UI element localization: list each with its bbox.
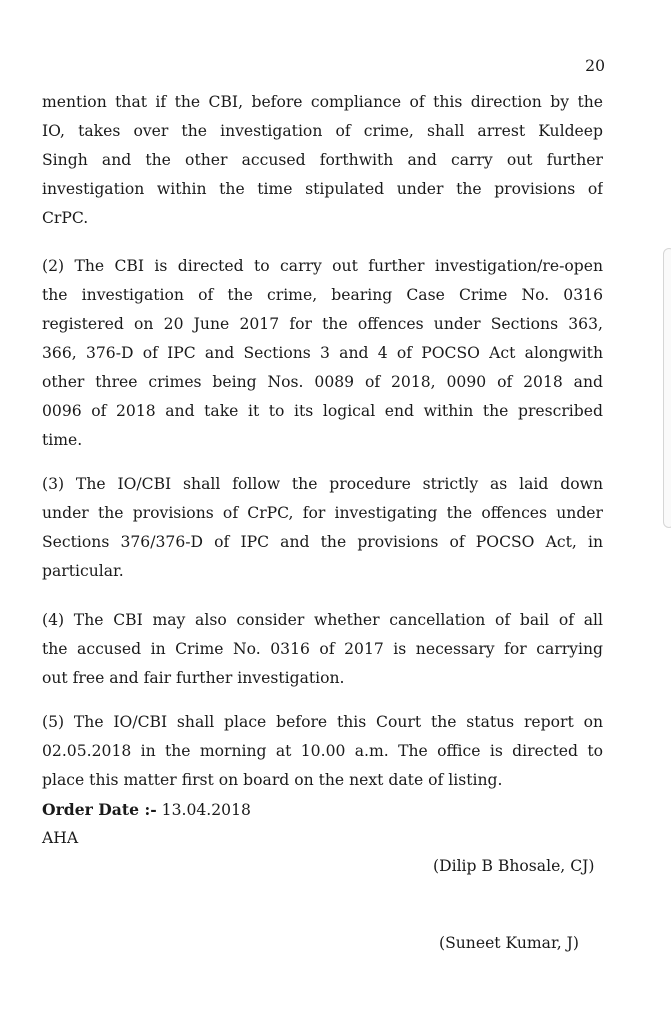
order-date-value: 13.04.2018 (156, 801, 251, 819)
paragraph-5 (42, 708, 603, 795)
text-line: investigation within the time stipulated under the provisions of (42, 180, 603, 198)
text-line: other three crimes being Nos. 0089 of 2018, 0090 of 2018 and (42, 373, 603, 391)
text-line: under the provisions of CrPC, for investigating the offences under (42, 504, 603, 522)
page-number: 20 (585, 57, 605, 75)
text-line: 366, 376-D of IPC and Sections 3 and 4 of POCSO Act alongwith (42, 344, 603, 362)
text-line: time. (42, 431, 83, 449)
signature-chief-justice: (Dilip B Bhosale, CJ) (433, 857, 595, 875)
text-line: (2) The CBI is directed to carry out further investigation/re-open (42, 257, 603, 275)
scrollbar[interactable] (663, 248, 671, 528)
text-line: mention that if the CBI, before compliance of this direction by the (42, 93, 603, 111)
text-line: particular. (42, 562, 124, 580)
text-line: (4) The CBI may also consider whether cancellation of bail of all (42, 611, 603, 629)
text-line: 0096 of 2018 and take it to its logical end within the prescribed (42, 402, 603, 420)
text-line: IO, takes over the investigation of crime, shall arrest Kuldeep (42, 122, 603, 140)
paragraph-1 (42, 88, 603, 233)
text-line: (3) The IO/CBI shall follow the procedure strictly as laid down (42, 475, 603, 493)
text-line: out free and fair further investigation. (42, 669, 345, 687)
text-line: Sections 376/376-D of IPC and the provisions of POCSO Act, in (42, 533, 603, 551)
order-date-label: Order Date :- (42, 800, 157, 819)
signature-justice: (Suneet Kumar, J) (439, 934, 579, 952)
text-line: 02.05.2018 in the morning at 10.00 a.m. The office is directed to (42, 742, 603, 760)
text-line: the accused in Crime No. 0316 of 2017 is necessary for carrying (42, 640, 603, 658)
text-line: Singh and the other accused forthwith and carry out further (42, 151, 603, 169)
text-line: place this matter first on board on the next date of listing. (42, 771, 503, 789)
order-date (42, 796, 251, 824)
text-line: CrPC. (42, 209, 89, 227)
paragraph-3 (42, 470, 603, 586)
initials: AHA (42, 829, 79, 847)
text-line: (5) The IO/CBI shall place before this Court the status report on (42, 713, 603, 731)
text-line: the investigation of the crime, bearing Case Crime No. 0316 (42, 286, 603, 304)
paragraph-2 (42, 252, 603, 455)
text-line: registered on 20 June 2017 for the offences under Sections 363, (42, 315, 603, 333)
paragraph-4 (42, 606, 603, 693)
